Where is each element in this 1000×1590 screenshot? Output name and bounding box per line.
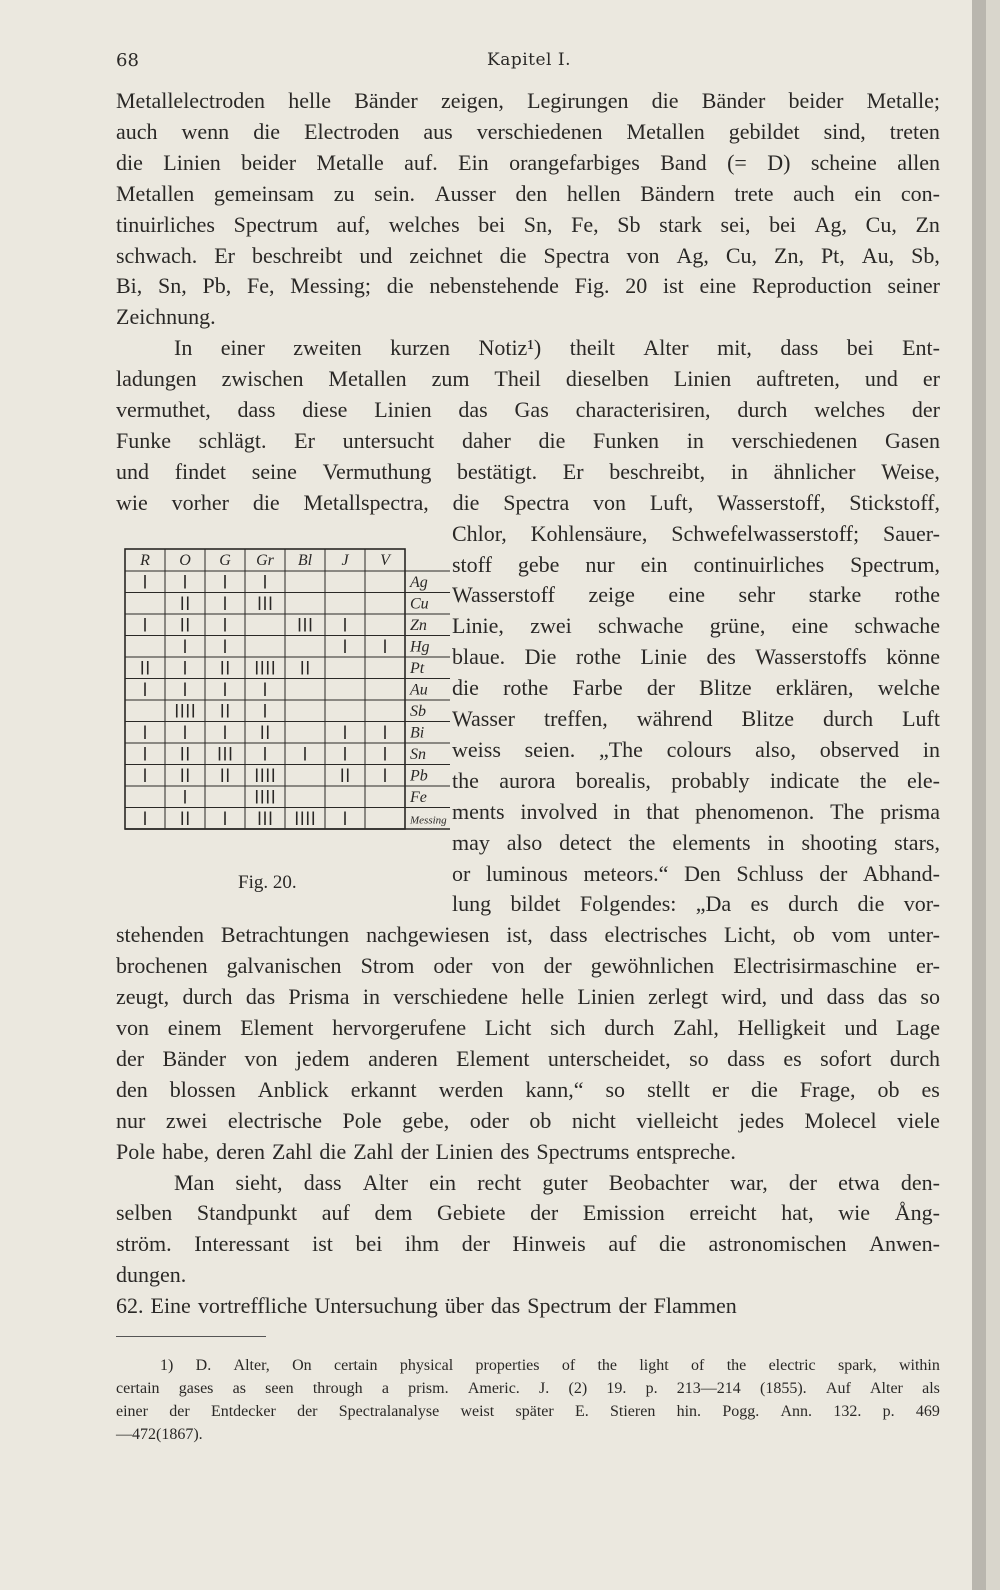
footnote-line: certain gases as seen through a prism. Americ. J. (2) 19. p. 213—214 (1855). Auf Alter als <box>116 1380 940 1397</box>
footnote-line: einer der Entdecker der Spectralanalyse weist später E. Stieren hin. Pogg. Ann. 132. p. 469 <box>116 1403 940 1420</box>
element-label: Sb <box>410 703 426 720</box>
text-line: 62. Eine vortreffliche Untersuchung über das Spectrum der Flammen <box>116 1293 737 1319</box>
text-line: ström. Interessant ist bei ihm der Hinweis auf die astronomischen Anwen- <box>116 1231 940 1257</box>
text-line: weiss seien. „The colours also, observed in <box>452 736 940 762</box>
text-line: wie vorher die Metallspectra, die Spectra von Luft, Wasserstoff, Stickstoff, <box>116 489 940 515</box>
text-line: or luminous meteors.“ Den Schluss der Abhand- <box>452 860 940 886</box>
element-label: Ag <box>410 574 428 591</box>
text-line: die Linien beider Metalle auf. Ein orangefarbiges Band (= D) scheine allen <box>116 149 940 175</box>
text-line: Man sieht, dass Alter ein recht guter Beobachter war, der etwa den- <box>174 1169 940 1195</box>
page-edge <box>972 0 986 1590</box>
text-line: den blossen Anblick erkannt werden kann,“ so stellt er die Frage, ob es <box>116 1076 940 1102</box>
text-line: blaue. Die rothe Linie des Wasserstoffs könne <box>452 644 940 670</box>
column-header: V <box>380 552 390 569</box>
text-line: schwach. Er beschreibt und zeichnet die Spectra von Ag, Cu, Zn, Pt, Au, Sb, <box>116 242 940 268</box>
text-line: may also detect the elements in shooting stars, <box>452 829 940 855</box>
element-label: Pt <box>410 660 425 677</box>
text-line: zeugt, durch das Prisma in verschiedene helle Linien zerlegt wird, und dass das so <box>116 984 940 1010</box>
text-line: und findet seine Vermuthung bestätigt. Er beschreibt, in ähnlicher Weise, <box>116 458 940 484</box>
text-line: ments involved in that phenomenon. The prisma <box>452 798 940 824</box>
column-header: J <box>341 552 349 569</box>
element-label: Fe <box>410 789 427 806</box>
text-line: lung bildet Folgendes: „Da es durch die vor- <box>452 891 940 917</box>
element-label: Messing <box>410 814 447 827</box>
footnote-line: —472 (1867). <box>116 1426 203 1443</box>
column-header: Bl <box>297 552 313 569</box>
text-line: the aurora borealis, probably indicate the ele- <box>452 767 940 793</box>
text-line: Funke schlägt. Er untersucht daher die Funken in verschiedenen Gasen <box>116 427 940 453</box>
text-line: Pole habe, deren Zahl die Zahl der Linien des Spectrums entspreche. <box>116 1138 736 1164</box>
column-header: O <box>179 552 191 569</box>
page-number: 68 <box>116 50 139 71</box>
element-label: Au <box>410 681 428 699</box>
spectra-figure <box>124 548 447 868</box>
element-label: Cu <box>410 595 429 613</box>
element-label: Bi <box>410 724 425 742</box>
text-line: Zeichnung. <box>116 304 216 330</box>
text-line: der Bänder von jedem anderen Element unterscheidet, so dass es sofort durch <box>116 1045 940 1071</box>
text-line: tinuirliches Spectrum auf, welches bei Sn, Fe, Sb stark sei, bei Ag, Cu, Zn <box>116 211 940 237</box>
column-header: Gr <box>256 552 274 569</box>
text-line: ladungen zwischen Metallen zum Theil dieselben Linien auftreten, und er <box>116 366 940 392</box>
element-label: Zn <box>410 617 427 634</box>
text-line: von einem Element hervorgerufene Licht sich durch Zahl, Helligkeit und Lage <box>116 1015 940 1040</box>
text-line: brochenen galvanischen Strom oder von der gewöhnlichen Electrisirmaschine er- <box>116 953 940 979</box>
text-line: dungen. <box>116 1262 187 1288</box>
text-line: die rothe Farbe der Blitze erklären, welche <box>452 675 940 701</box>
element-label: Pb <box>410 767 428 785</box>
text-line: In einer zweiten kurzen Notiz¹) theilt Alter mit, dass bei Ent- <box>174 335 940 361</box>
text-line: nur zwei electrische Pole gebe, oder ob nicht vielleicht jedes Molecel viele <box>116 1107 940 1133</box>
footnote-rule <box>116 1336 266 1337</box>
text-line: stehenden Betrachtungen nachgewiesen ist, dass electrisches Licht, ob vom unter- <box>116 922 940 948</box>
text-line: stoff gebe nur ein continuirliches Spectrum, <box>452 551 940 577</box>
text-line: selben Standpunkt auf dem Gebiete der Emission erreicht hat, wie Ång- <box>116 1200 940 1226</box>
text-line: vermuthet, dass diese Linien das Gas characterisiren, durch welches der <box>116 397 940 422</box>
text-line: Wasserstoff zeige eine sehr starke rothe <box>452 582 940 608</box>
text-line: auch wenn die Electroden aus verschiedenen Metallen gebildet sind, treten <box>116 118 940 144</box>
figure-caption: Fig. 20. <box>238 872 297 893</box>
text-line: Wasser treffen, während Blitze durch Luft <box>452 706 940 731</box>
text-line: Metallen gemeinsam zu sein. Ausser den hellen Bändern trete auch ein con- <box>116 180 940 206</box>
text-line: Chlor, Kohlensäure, Schwefelwasserstoff; Sauer- <box>452 520 940 546</box>
text-line: Metallelectroden helle Bänder zeigen, Legirungen die Bänder beider Metalle; <box>116 88 940 113</box>
text-line: Linie, zwei schwache grüne, eine schwache <box>452 613 940 639</box>
text-line: Bi, Sn, Pb, Fe, Messing; die nebenstehende Fig. 20 ist eine Reproduction seiner <box>116 273 940 299</box>
element-label: Sn <box>410 746 426 763</box>
column-header: G <box>219 552 231 569</box>
element-label: Hg <box>410 638 430 656</box>
column-header: R <box>140 552 150 569</box>
running-header: Kapitel I. <box>487 50 572 70</box>
footnote-line: 1) D. Alter, On certain physical properties of the light of the electric spark, within <box>160 1357 940 1374</box>
